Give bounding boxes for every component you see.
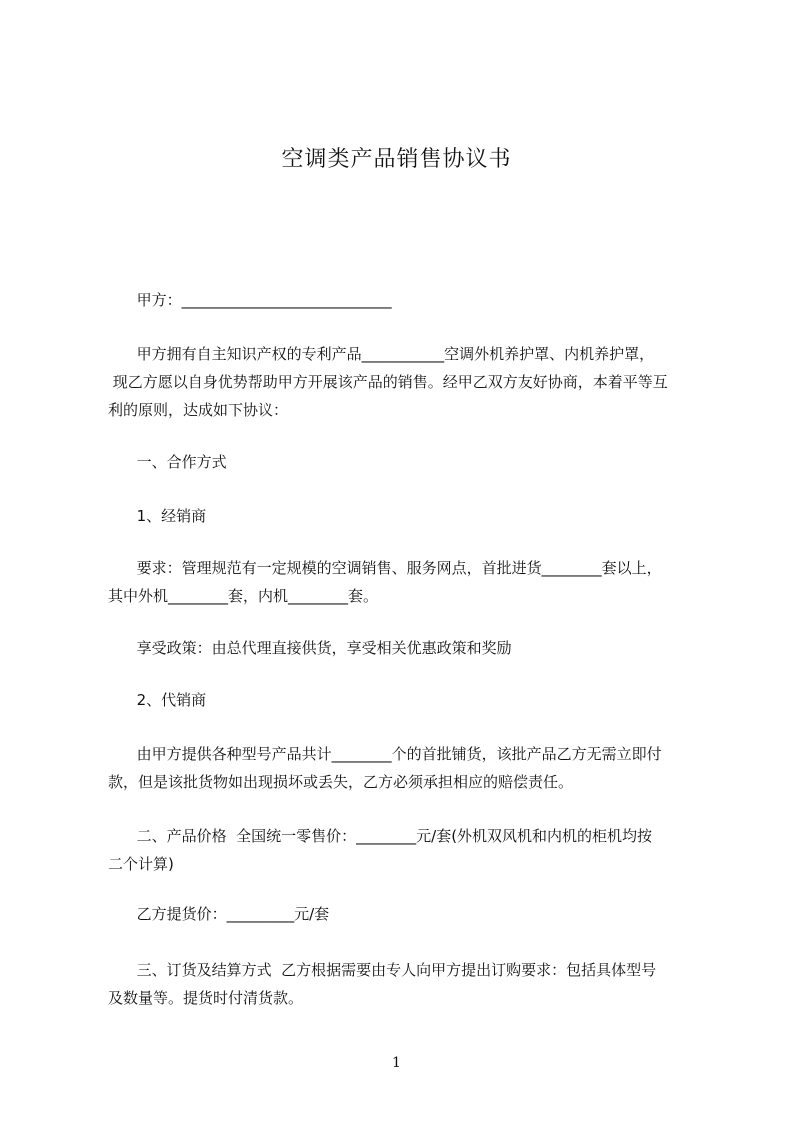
distributor-policy: 享受政策：由总代理直接供货，享受相关优惠政策和奖励 <box>108 639 512 657</box>
pickup-price: 乙方提货价：_________元/套 <box>108 905 330 923</box>
page-number: 1 <box>392 1055 401 1071</box>
page-title: 空调类产品销售协议书 <box>281 147 512 172</box>
agent-paragraph: 由甲方提供各种型号产品共计________个的首批铺货，该批产品乙方无需立即付 款，但是该批货物如出现损坏或丢失，乙方必须承担相应的赔偿责任。 <box>108 745 662 791</box>
subsection-agent-heading: 2、代销商 <box>108 691 207 709</box>
section-3-ordering: 三、订货及结算方式 乙方根据需要由专人向甲方提出订购要求：包括具体型号 及数量等。提货时付清货款。 <box>108 961 657 1007</box>
section-1-heading: 一、合作方式 <box>108 453 227 471</box>
section-2-price: 二、产品价格 全国统一零售价：________元/套(外机双风机和内机的柜机均按 二个计算) <box>108 827 653 873</box>
subsection-distributor-heading: 1、经销商 <box>108 507 207 525</box>
party-a-line: 甲方：____________________________ <box>108 291 392 309</box>
distributor-requirements: 要求：管理规范有一定规模的空调销售、服务网点，首批进货________套以上， 其中外机________套，内机________套。 <box>108 559 662 605</box>
intro-paragraph: 甲方拥有自主知识产权的专利产品___________空调外机养护罩、内机养护罩， 现乙方愿以自身优势帮助甲方开展该产品的销售。经甲乙双方友好协商，本着平等互 利的原则，达成如下协议： <box>108 345 668 419</box>
